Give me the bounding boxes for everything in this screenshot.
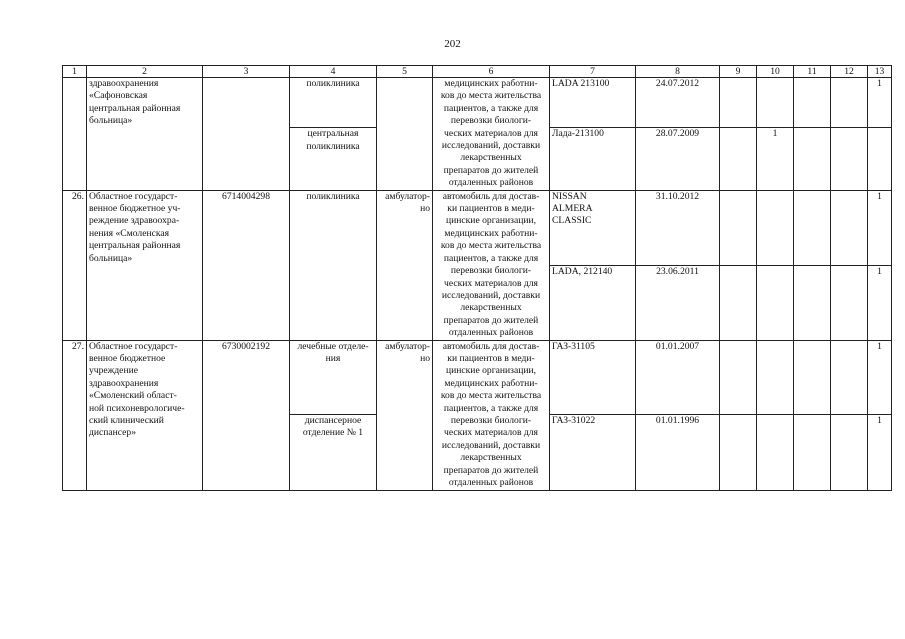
column-header: 13 [868, 66, 892, 78]
table-row [63, 340, 892, 414]
division-cell: центральная поликлиника [290, 128, 377, 190]
table-row [63, 78, 892, 128]
division-cell: поликлиника [290, 190, 377, 340]
count-cell [794, 414, 831, 490]
count-cell [720, 414, 757, 490]
purpose-cell: медицинских работни- ков до места жительства пациентов, а также для перевозки биологи- ческих материалов для исследований, доставки лекарственных препаратов до жителей отдаленных районов [433, 78, 550, 191]
count-cell: 1 [868, 190, 892, 265]
table-row [63, 190, 892, 265]
count-cell [868, 128, 892, 190]
date-cell: 31.10.2012 [636, 190, 720, 265]
purpose-cell: автомобиль для достав- ки пациентов в меди- цинские организации, медицинских работни- ков до места жительства пациентов, а также для перевозки биологи- ческих материалов для исследований, доставки лекарственных препаратов до жителей отдаленных районов [433, 190, 550, 340]
count-cell [831, 128, 868, 190]
column-header: 5 [377, 66, 433, 78]
column-header: 2 [87, 66, 203, 78]
organization-cell: Областное государст- венное бюджетное уч- реждение здравоохра- нения «Смоленская центральная районная больница» [87, 190, 203, 340]
care-form-cell [377, 78, 433, 191]
count-cell [720, 78, 757, 128]
column-header: 8 [636, 66, 720, 78]
vehicle-register-table [62, 65, 892, 491]
column-header: 7 [550, 66, 636, 78]
count-cell [831, 340, 868, 414]
count-cell [757, 78, 794, 128]
inn-cell [203, 78, 290, 191]
page-number: 202 [444, 38, 461, 50]
count-cell [794, 266, 831, 340]
count-cell [831, 190, 868, 265]
division-cell: лечебные отделе- ния [290, 340, 377, 414]
column-number-row [63, 66, 892, 78]
column-header: 1 [63, 66, 87, 78]
organization-cell: Областное государст- венное бюджетное учреждение здравоохранения «Смоленский област- ной психоневрологиче- ский клинический диспансер» [87, 340, 203, 490]
vehicle-cell: LADA 213100 [550, 78, 636, 128]
column-header: 12 [831, 66, 868, 78]
count-cell [757, 414, 794, 490]
column-header: 6 [433, 66, 550, 78]
purpose-cell: автомобиль для достав- ки пациентов в меди- цинские организации, медицинских работни- ков до места жительства пациентов, а также для перевозки биологи- ческих материалов для исследований, доставки лекарственных препаратов до жителей отдаленных районов [433, 340, 550, 490]
organization-cell: здравоохранения «Сафоновская центральная районная больница» [87, 78, 203, 191]
division-cell: поликлиника [290, 78, 377, 128]
column-header: 9 [720, 66, 757, 78]
vehicle-cell: ГАЗ-31105 [550, 340, 636, 414]
column-header: 11 [794, 66, 831, 78]
vehicle-cell: Лада-213100 [550, 128, 636, 190]
count-cell [831, 414, 868, 490]
count-cell [831, 78, 868, 128]
count-cell: 1 [868, 78, 892, 128]
count-cell [720, 190, 757, 265]
count-cell: 1 [757, 128, 794, 190]
count-cell [794, 190, 831, 265]
date-cell: 28.07.2009 [636, 128, 720, 190]
count-cell [794, 128, 831, 190]
vehicle-cell: NISSAN ALMERA CLASSIC [550, 190, 636, 265]
division-cell: диспансерное отделение № 1 [290, 414, 377, 490]
care-form-cell: амбулатор- но [377, 190, 433, 340]
row-number-cell: 26. [63, 190, 87, 340]
count-cell [831, 266, 868, 340]
count-cell [757, 266, 794, 340]
date-cell: 23.06.2011 [636, 266, 720, 340]
column-header: 3 [203, 66, 290, 78]
row-number-cell: 27. [63, 340, 87, 490]
date-cell: 01.01.2007 [636, 340, 720, 414]
count-cell: 1 [868, 414, 892, 490]
count-cell [720, 340, 757, 414]
count-cell: 1 [868, 340, 892, 414]
date-cell: 24.07.2012 [636, 78, 720, 128]
count-cell [757, 340, 794, 414]
count-cell [794, 78, 831, 128]
count-cell [720, 128, 757, 190]
column-header: 10 [757, 66, 794, 78]
column-header: 4 [290, 66, 377, 78]
vehicle-cell: ГАЗ-31022 [550, 414, 636, 490]
row-number-cell [63, 78, 87, 191]
count-cell [757, 190, 794, 265]
care-form-cell: амбулатор- но [377, 340, 433, 490]
inn-cell: 6730002192 [203, 340, 290, 490]
count-cell [720, 266, 757, 340]
date-cell: 01.01.1996 [636, 414, 720, 490]
inn-cell: 6714004298 [203, 190, 290, 340]
count-cell: 1 [868, 266, 892, 340]
count-cell [794, 340, 831, 414]
vehicle-cell: LADA, 212140 [550, 266, 636, 340]
